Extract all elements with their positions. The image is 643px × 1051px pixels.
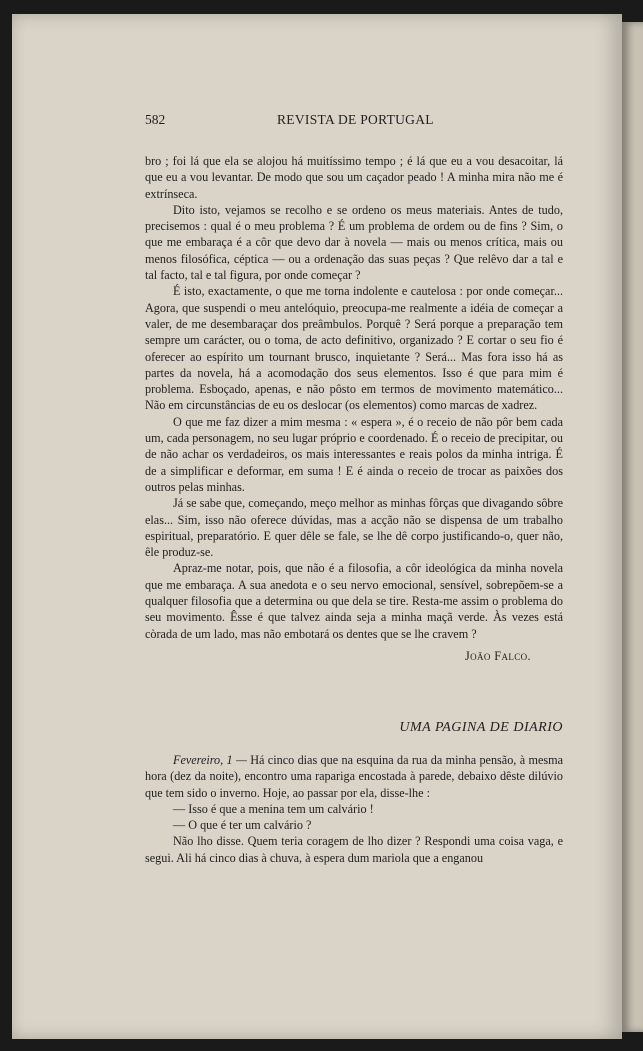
- adjacent-page-edge: [622, 22, 643, 1032]
- diary-body: [145, 752, 563, 866]
- paragraph: O que me faz dizer a mim mesma : « espera », é o receio de não pôr bem cada um, cada personagem, no seu lugar próprio e coordenado. É o receio de precipitar, ou de não achar os verdadeiros, os mais interessantes e reais polos da minha intriga. É de a simplificar e deformar, em suma ! E é ainda o receio de trocar as paixões dos outros pelas minhas.: [145, 414, 563, 494]
- paragraph: bro ; foi lá que ela se alojou há muitíssimo tempo ; é lá que eu a vou desacoitar, lá que eu a vou levantar. De modo que sou um caçador peado ! A minha mira não me é extrínseca.: [145, 154, 563, 201]
- entry-text: Há cinco dias que na esquina da rua da minha pensão, à mesma hora (dez da noite), encontro uma rapariga encostada à parede, debaixo dêste dilúvio que tem sido o inverno. Hoje, ao passar por ela, disse-lhe :: [145, 753, 564, 800]
- paragraph: É isto, exactamente, o que me torna indolente e cautelosa : por onde começar... Agora, que suspendi o meu antelóquio, preocupa-me realmente a idéia de começar a valer, de me desembaraçar dos preâmbulos. Porquê ? Será porque a preparação tem sempre um carácter, ou o toma, de acto definitivo, organizado ? E cortar o seu fio é oferecer ao espírito um tournant brusco, inquietante ? Será... Mas fora isso há as partes da novela, há a acomodação dos seus elementos. Isso é que para mim é problema. Esboçado, apenas, e não pôsto em termos de movimento matemático... Não em circunstâncias de eu os deslocar (os elementos) como marcas de xadrez.: [145, 284, 563, 413]
- section-title: UMA PAGINA DE DIARIO: [399, 720, 563, 735]
- paragraph: Não lho disse. Quem teria coragem de lho dizer ? Respondi uma coisa vaga, e segui. Ali há cinco dias à chuva, à espera dum mariola que a enganou: [145, 834, 563, 865]
- paragraph: Dito isto, vejamos se recolho e se ordeno os meus materiais. Antes de tudo, precisemos : qual é o meu problema ? É um problema de ordem ou de fins ? Sim, o que me embaraça é a côr que devo dar à novela — mais ou menos crítica, mais ou menos filosófica, céptica — ou a ordenação das suas peças ? Que relêvo dar a tal e tal facto, tal e tal figura, por onde começar ?: [145, 202, 563, 283]
- dialogue-line: — O que é ter um calvário ?: [173, 818, 312, 833]
- entry-date: Fevereiro, 1 —: [173, 753, 247, 767]
- article-body: [145, 153, 563, 664]
- running-title: REVISTA DE PORTUGAL: [277, 112, 434, 127]
- paragraph: Já se sabe que, começando, meço melhor as minhas fôrças que divagando sôbre elas... Sim, isso não oferece dúvidas, mas a acção não se dispensa de um trabalho espiritual, preparatório. E quer dêle se fale, se lhe dê corpo justificando-o, quer não, êle produz-se.: [145, 496, 563, 560]
- dialogue-line: — Isso é que a menina tem um calvário !: [173, 801, 374, 816]
- diary-entry: [145, 752, 563, 801]
- author-signature: João Falco.: [464, 648, 531, 663]
- page-number: 582: [145, 112, 166, 127]
- paragraph: Apraz-me notar, pois, que não é a filosofia, a côr ideológica da minha novela que me embaraça. A sua anedota e o seu nervo emocional, sensível, sobrepõem-se a qualquer filosofia que a determina ou que dela se tire. Resta-me assim o problema do seu movimento. Êsse é que talvez ainda seja a minha maçã verde. Às vezes está còrada de um lado, mas não embotará os dentes que se lhe cravem ?: [145, 561, 563, 641]
